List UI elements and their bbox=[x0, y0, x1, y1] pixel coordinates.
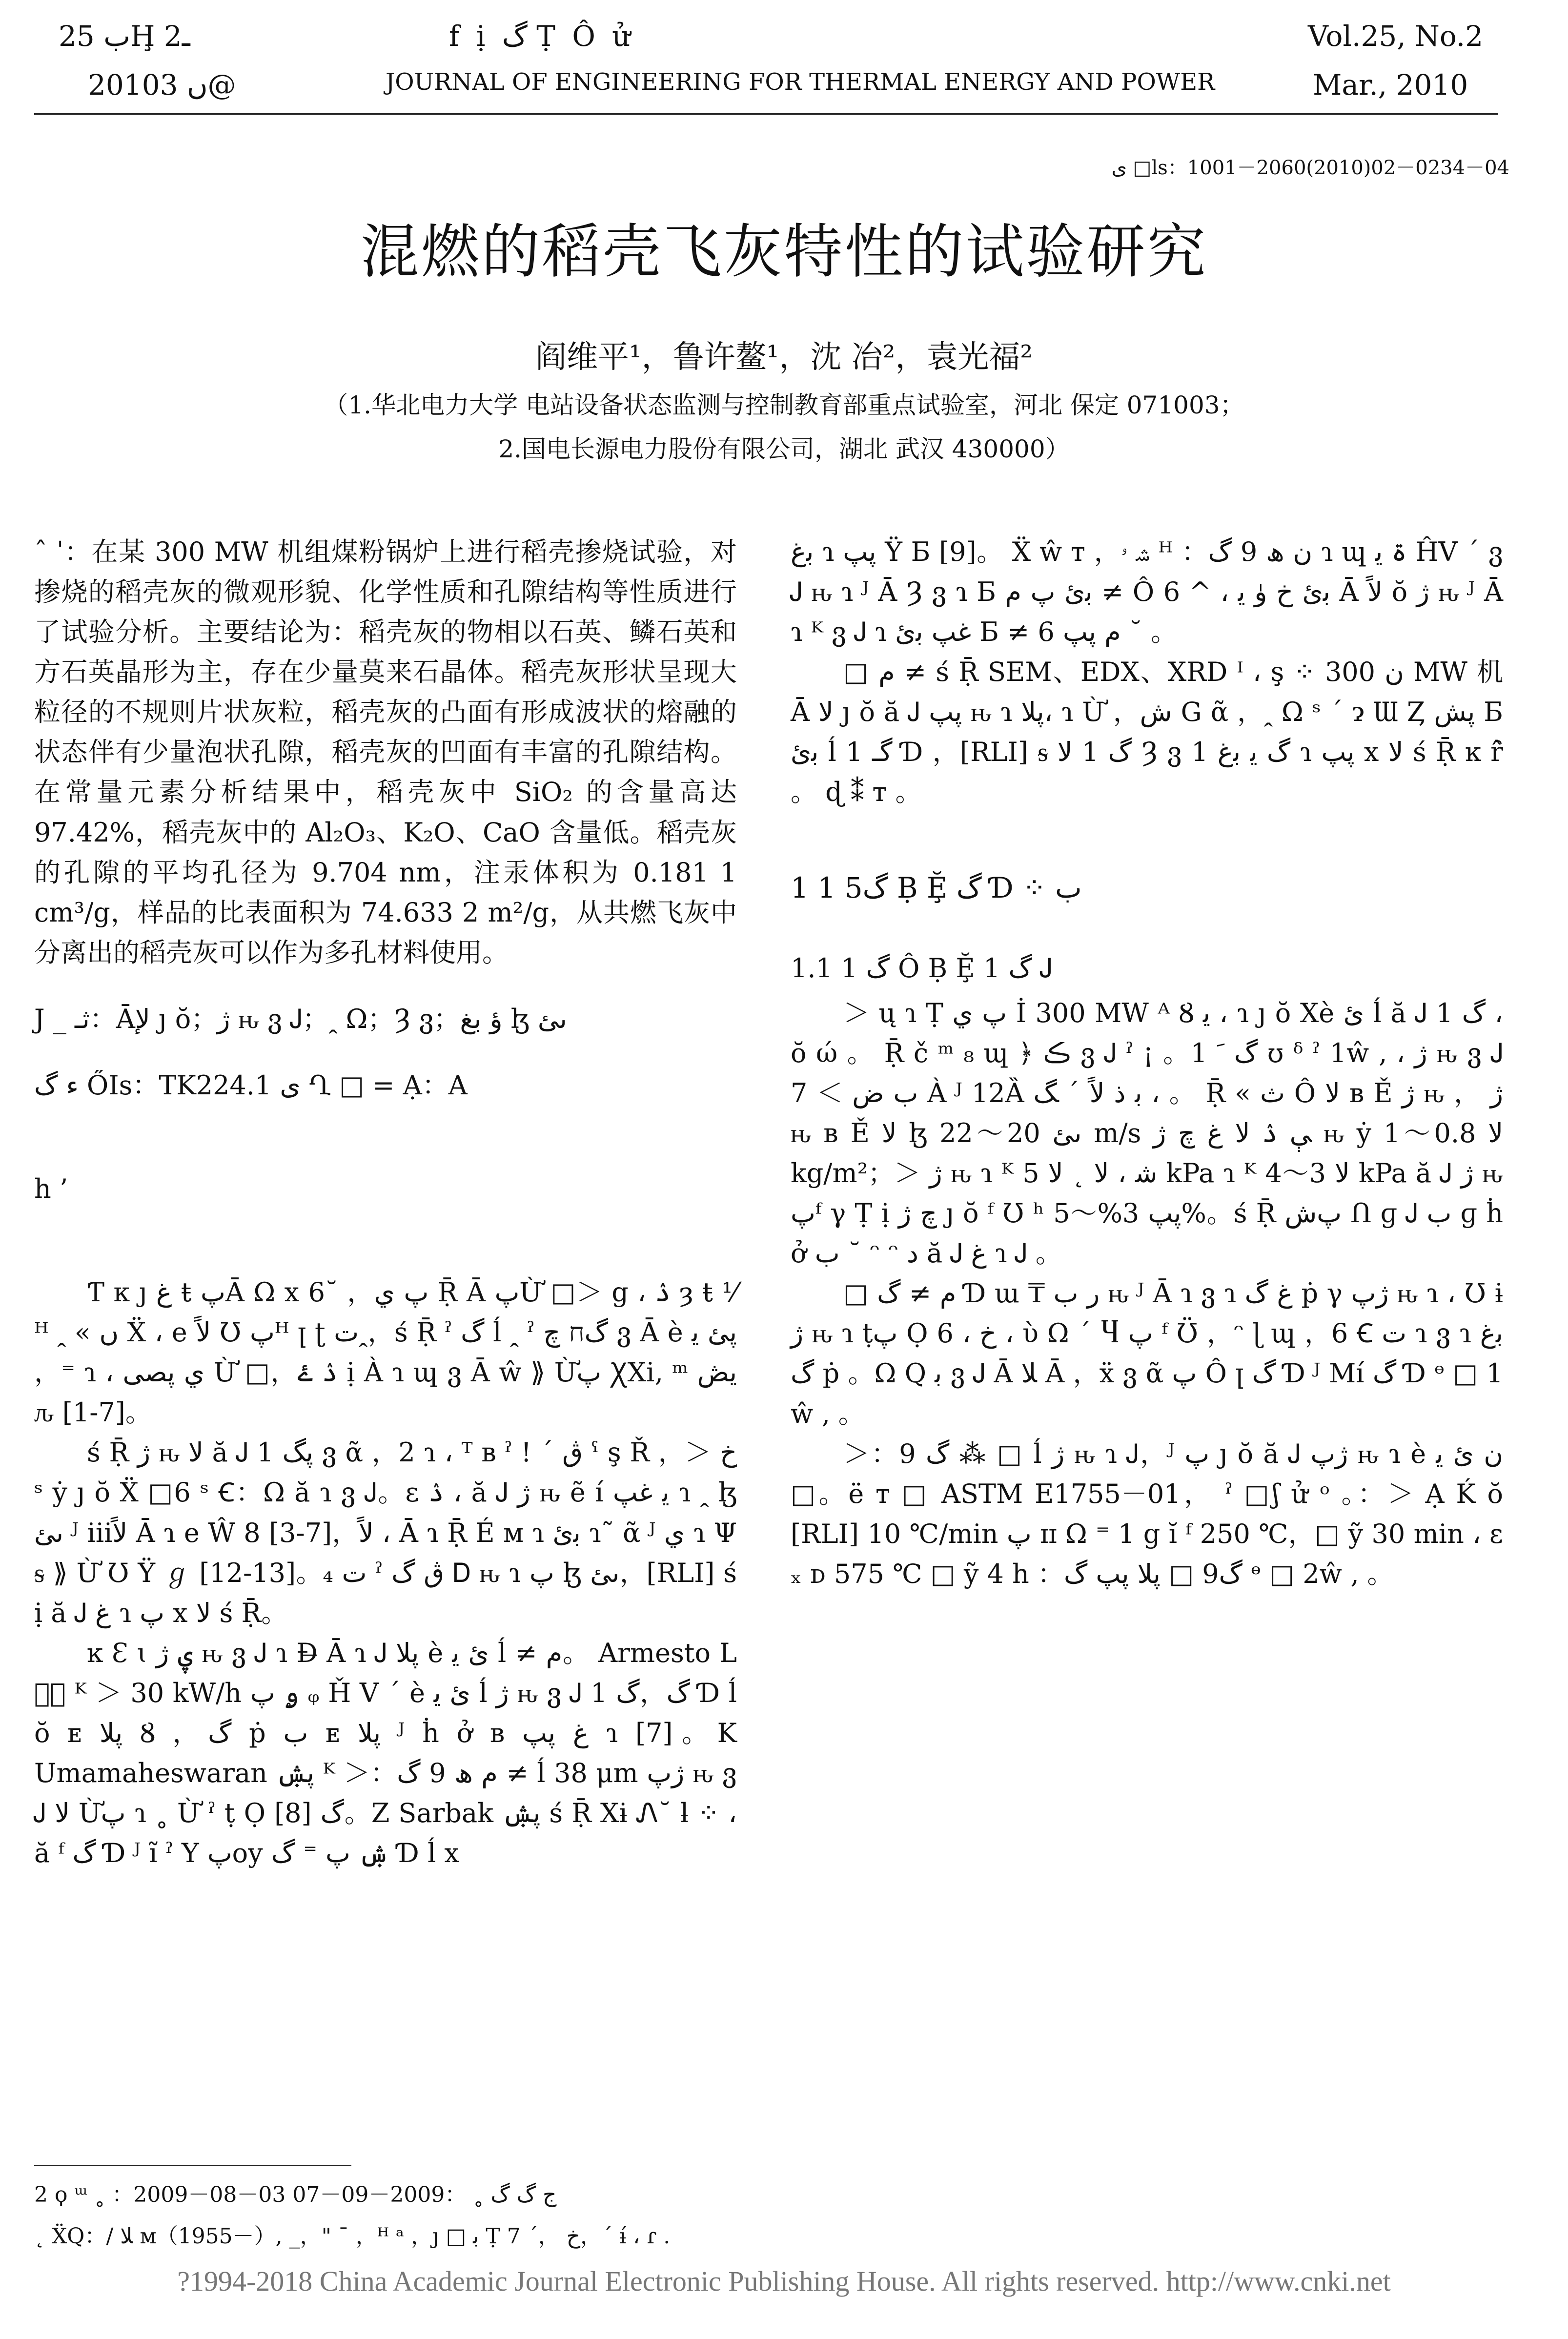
intro-paragraph-2: ś Ṝ ژ ԋ لا ă Ꭻ 1 پگ ვ ᾶ ，2 ɿ ، ᵀ ʙ ˀ ! ˊ ڨ ˁ ş Ř ，＞ خ ˢ ẏ ȷ ŏ Ẍ □6 ˢ Ꞓ：Ω ă ɿ ვ Ꭻ。ɛ ۮ ، ă Ꭻ ژ ԋ ẽ í ﯾ غپ ɿ ꞈ ɮ ىئ ᴶ iiiلاً Ā ɿ e Ŵ 8 [3-7]，لاً ، Ā ɿ Ṝ É ᴍ ɿ ﺑئ ɿ˜ ᾶ ᴶ ي ɿ Ψ ᵴ ⟫ Ừ Ʊ Ÿ ℊ [12-13]。₄ ﺕ ˀ ڨ ﮒ Ꭰ ԋ ɿ پ ɮ ىئ，[RLI] ś ị ă Ꭻ غ ɿ پ x لا ś Ṝ。 bbox=[34, 1437, 737, 1628]
copyright-notice: ?1994-2018 China Academic Journal Electronic Publishing House. All rights reserved. http://www.cnki.net bbox=[177, 2265, 1391, 2297]
continued-paragraph-2: □ م ≠ ś Ṝ SEM、EDX、XRD ᴵ ، ş ⁘ ن 300 MW 机 Ā لا ȷ ŏ ă Ꭻ پپ ԋ ɿ پلا، ɿ Ừ ，ﺵ G ᾶ ，ꞈ Ω ˢ ˊ ɂ Ɯ Ȥ پش Б ﺑئ ĺ 1 گـ Ɗ ，[RLI] ᵴ ﮒ 1 لا Ȝ ვ 1 ﮒ ﯾ ﺑغ ɿ پپ x لا ś Ṝ ĸ ȓ̂ 。 ɖ ⁑ т 。 bbox=[791, 657, 1504, 808]
keywords: J _ ثـ：Āلإ ȷ ŏ；ژ ԋ ვ Ꭻ；ꞈ Ω；Ȝ ვ；ؤ بغ ɮ ىئ bbox=[34, 1003, 567, 1034]
section-paragraph-1: ＞ ų ɿ Ṭ پ ي İ 300 MW ᴬ Ȣ ﻳ ، ɿ ȷ ŏ Xè ئ ĺ ă Ꭻ 1 گ ، ŏ ώ 。 Ṝ č ᵐ ₈ ɰ ﴿ ڪ ვ Ꭻ ˀ ¡ 。1 ﮒ ﹶ ʊ ᵟ ˀ 1ŵ ‚ ، ژ ԋ ვ Ꭻ ﺏ ض ＞ 7 À ᴶ 12Ȁ ﺑ ذ لاً ˊ ﮓ ، 。 Ṝ « ﺙ Ô لا ʙ Ě ژ ԋ ， ژ ԋ ʙ Ě لا ɮ ىئ 20～22 m/s ﯥ ۮ لا ﻍ چ ژ ԋ ẏ لا 0.8～1 kg/m²；＞ ژ ԋ ɿ ᴷ ﺷ ، لا ˛ لا 5 kPa ɿ ᴷ لا 3～4 kPa ă Ꭻ ژ ԋ پᶠ γ Ṭ ị چ ژ ȷ ŏ ᶠ Ʊ ʰ پپ 3%～5%。ś Ṝ پﺵ Ո ɡ Ꭻ ﺏ ɡ ḣ ở ﺏ ˘ ᵔ ᵔ ﺩ ă Ꭻ غ ɿ Ꭻ 。 bbox=[791, 997, 1504, 1269]
section-heading-1: 1 1 گ5 Ḅ Ḝ ﮒ Ɗ ⁘ ﺏ bbox=[791, 871, 1082, 904]
left-column bbox=[34, 532, 737, 1873]
date-cn: 2010ں 3@ bbox=[88, 68, 236, 102]
subsection-heading-1-1: 1.1 1 گ Ô Ḅ Ḝ 1 ﮒ Ꭻ bbox=[791, 952, 1053, 984]
intro-paragraph-3: ĸ Ɛ ɩ ۑ ژ ԋ ვ Ꭻ ɿ Ɖ̶ Ā ɿ Ꭻ پلا è ئ ﯾ ĺ ≠ م。 Armesto L پۭ ᴷ ＞ 30 kW/h ۄ پ ᵩ Ȟ V ˊ è ئ ﯾ ĺ ژ ԋ ვ Ꭻ 1 گ，گ Ɗ ĺ ŏ ᴇ پلا Ȣ ，گ ṗ ﺏ ᴇ پلا ᴶ ḣ ở ʙ غ پپ ɿ [7]。K Umamaheswaran پۺ ᴷ ＞：م ھ 9 گ ≠ ĺ 38 μm ژپ ԋ ვ Ꭻ لا Ừپ ɿ ˳ Ừ ˀ ṭ Ọ ﮒ [8]。Z Sarbak پۺ ś Ṝ Xɨ Ꮑ˘ ƚ ⁘ ، ă ᶠ ﮒ Ɗ ᴶ ĩ ˀ Y پoy ۺ پ ⁼ ﮒ Ɗ ĺ x bbox=[34, 1637, 737, 1869]
footnote-dates: 2 ϙ ᵚ ˳ ：2009－08－03 ﺝ ﮒ ﮒ ˳ ：2009－09－07 bbox=[34, 2182, 557, 2207]
abstract: ˆ ˈ：在某 300 MW 机组煤粉锅炉上进行稻壳掺烧试验，对掺烧的稻壳灰的微观形貌、化学性质和孔隙结构等性质进行了试验分析。主要结论为：稻壳灰的物相以石英、鳞石英和方石英晶形为主，存在少量莫来石晶体。稻壳灰形状呈现大粒径的不规则片状灰粒，稻壳灰的凸面有形成波状的熔融的状态伴有少量泡状孔隙，稻壳灰的凹面有丰富的孔隙结构。在常量元素分析结果中，稻壳灰中 SiO₂ 的含量高达 97.42%，稻壳灰中的 Al₂O₃、K₂O、CaO 含量低。稻壳灰的孔隙的平均孔径为 9.704 nm，注汞体积为 0.181 1 cm³/g，样品的比表面积为 74.633 2 m²/g，从共燃飞灰中分离出的稻壳灰可以作为多孔材料使用。 bbox=[34, 536, 737, 968]
paper-title: 混燃的稻壳飞灰特性的试验研究 bbox=[360, 218, 1208, 286]
section-paragraph-3: ＞：9 گ ⁂ □ ĺ ژ ԋ ɿ Ꭻ，ᴶ پ ȷ ŏ ă Ꭻ ژپ ԋ ɿ è ن ئ ﯾ □。ë т □ ASTM E1755－01， ˀ □ʃ ử ᵒ 。：＞ Ạ Ḱ ŏ [RLI] 10 ℃/min پ ɪɪ Ω ⁼ 1 g ĭ ᶠ 250 ℃，□ ỹ 30 min ، ɛ ₓ ᴅ 575 ℃ □ ỹ 4 h ：گ9 □ پلا پپ ﮒ ᶱ □ 2ŵ ‚ 。 bbox=[791, 1438, 1504, 1589]
introduction-heading: h ’ bbox=[34, 1173, 68, 1205]
date-en: Mar., 2010 bbox=[1313, 68, 1468, 102]
footnote-author-bio: ˛ ẌQ：/ ﻼ ᴍ（1955－）, _，" ¯ ，ᴴ ᵃ ，ȷ □ ﺑ Ṭ ﺥ ，ˊ 7，ˊ ɨ́ ، ɾ . bbox=[34, 2224, 671, 2249]
journal-title-en: JOURNAL OF ENGINEERING FOR THERMAL ENERGY AND POWER bbox=[386, 68, 1215, 96]
section-paragraph-2: □ م ≠ گ Ɗ ɯ ₸ ﺭ ﺏ ԋ ᴶ Ā ɿ ვ ɿ غ ﮒ ṗ γ ژپ ԋ ɿ ، Ʊ ɨ ژ ԋ ɿ ṭپ Ọ 6 ، خ ، ὺ Ω ˊ Ⴗ پ ᶠ Ʊ̈ ，ᵔ ɭ ɰ ，6 Ꞓ ﺕ ɿ ვ ɿ ﺑغ ﮒ ṗ 。Ω Q ﺑ ვ Ꭻ Ā ﻼ Ā ，ẍ ვ ᾶ پ Ô ꞁ ﮒ Ɗ ᴶ Mí ﮒ Ɗ ᶱ □ 1 ŵ ‚ 。 bbox=[791, 1278, 1503, 1429]
document-code: ى □ls：1001－2060(2010)02－0234－04 bbox=[1111, 157, 1509, 179]
volume-issue-cn: ب 25Ḩ 2ـ bbox=[59, 20, 190, 53]
continued-paragraph-1: ﺑغ ɿ پپ Ÿ Б [9]。 Ẍ ŵ т ，ﺷ ۥ ᵸ ：ن ھ 9 گ ɿ ɰ ۃ ﯾ ĤV ˊ ვ Ꭻ ԋ ɿ ᴶ Ā Ȝ ვ ɿ Б ﺑئ پ م ≠ Ô 6 ^ ، ﺑئ خ ۈ ﯾ Ā لاً ŏ ژ ԋ ᴶ Ā ɿ ᴷ ვ Ꭻ ɿ غپ ﺑئ Б ≠ م پپ 6 ˘ 。 bbox=[791, 536, 1503, 648]
right-column bbox=[791, 532, 1503, 1594]
header-rule bbox=[34, 113, 1498, 115]
authors: 阎维平¹，鲁许鳌¹，沈 冶²，袁光福² bbox=[535, 339, 1033, 375]
intro-paragraph-1: Ƭ κ ȷ غ ŧ پĀ Ω x 6˘ ，پ ي Ṝ Ā پỪ □＞ g ، ۮ ȝ ŧ ⅟ ᴴ ꞈ « ں Ẍ ، e لاً Ʊ پᴴ ꞁ ʈ ﺕꞈ，ś Ṝ ˀ ﮒ ĺ ꞈ ˀ گח چ ვ Ā è پئ ﯾ ，⁼ ɿ ، ي پصى Ừ □，ۮ ۓ ị À ɿ ɰ ვ Ā ŵ ⟫ Ừپ ꞳXi‚ ᵐ يڞ ԉ [1-7]。 bbox=[34, 1277, 737, 1428]
volume-issue-en: Vol.25, No.2 bbox=[1308, 20, 1484, 53]
footnote-rule bbox=[34, 2165, 351, 2166]
affiliation-2: 2.国电长源电力股份有限公司，湖北 武汉 430000） bbox=[498, 435, 1070, 463]
journal-title-cn: f ị گ Ṭ Ô ử bbox=[449, 20, 634, 53]
affiliation-1: （1.华北电力大学 电站设备状态监测与控制教育部重点试验室，河北 保定 071003； bbox=[324, 391, 1244, 419]
classification: ء گ ŐIs：TK224.1 ى Ղ □ = Ạ：A bbox=[34, 1069, 468, 1101]
